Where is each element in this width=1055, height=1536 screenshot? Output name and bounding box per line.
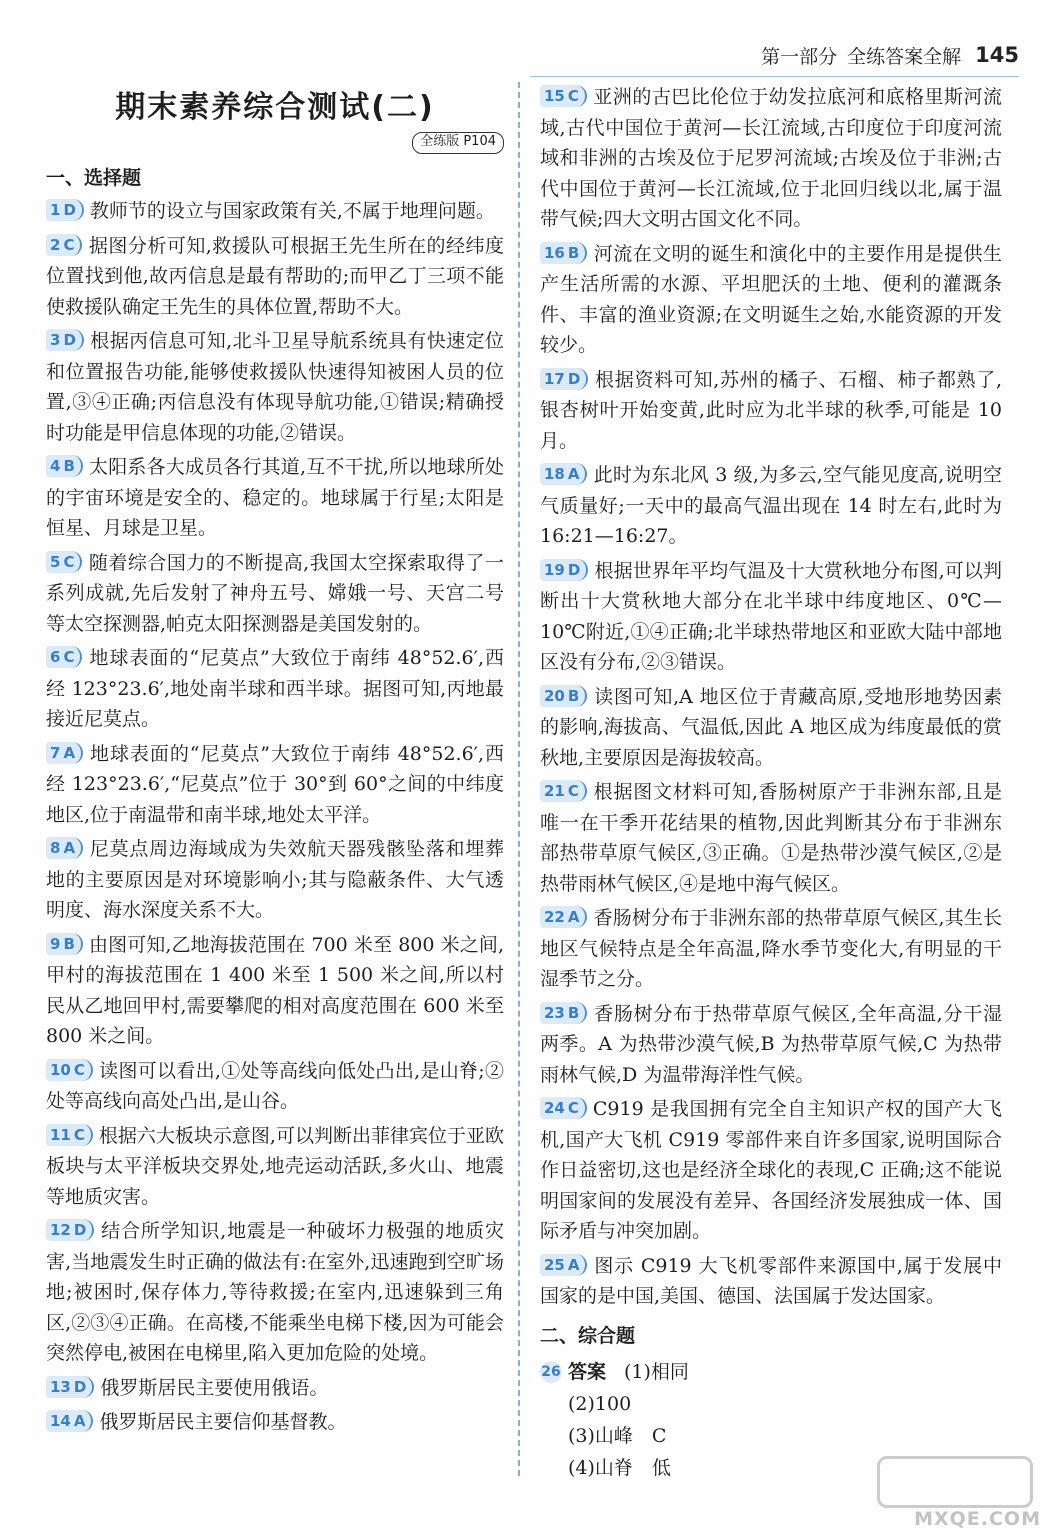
- question-item: [540, 777, 1002, 899]
- question-item: [46, 326, 504, 448]
- question-number: 20: [544, 686, 565, 705]
- answer-badge: [540, 559, 588, 581]
- answer-letter: B: [567, 686, 580, 705]
- explanation-text: 地球表面的“尼莫点”大致位于南纬 48°52.6′,西经 123°23.6′,“尼莫点”位于 30°到 60°之间的中纬度地区,位于南温带和南半球,地处太平洋。: [46, 742, 504, 826]
- answer-badge: [46, 742, 83, 764]
- answer-badge: [540, 463, 587, 485]
- question-item: [46, 834, 504, 926]
- explanation-text: 据图分析可知,救援队可根据王先生所在的经纬度位置找到他,故丙信息是最有帮助的;而甲乙丁三项不能使救援队确定王先生的具体位置,帮助不大。: [46, 234, 504, 318]
- question-number: 2: [50, 235, 61, 254]
- ref-tag-row: [46, 132, 504, 154]
- question-number: 4: [50, 457, 61, 475]
- question-number: 22: [544, 908, 565, 926]
- question-number: 6: [50, 648, 61, 666]
- question-item: [46, 739, 504, 831]
- question-list-left: [46, 196, 504, 1438]
- question-number: 7: [50, 743, 61, 762]
- explanation-text: 根据六大板块示意图,可以判断出菲律宾位于亚欧板块与太平洋板块交界处,地壳运动活跃,多火山、地震等地质灾害。: [46, 1124, 504, 1208]
- question-item: [540, 556, 1002, 678]
- explanation-text: 根据世界年平均气温及十大赏秋地分布图,可以判断出十大赏秋地大部分在北半球中纬度地区、0℃—10℃附近,①④正确;北半球热带地区和亚欧大陆中部地区没有分布,②③错误。: [540, 559, 1002, 673]
- explanation-text: 读图可以看出,①处等高线向低处凸出,是山脊;②处等高线向高处凸出,是山谷。: [46, 1059, 504, 1112]
- column-divider: [518, 82, 520, 1476]
- q26-label: 答案: [568, 1360, 607, 1383]
- explanation-text: 亚洲的古巴比伦位于幼发拉底河和底格里斯河流域,古代中国位于黄河—长江流域,古印度位于印度河流域和非洲的古埃及位于尼罗河流域;古埃及位于非洲;古代中国位于黄河—长江流域,位于北回归线以北,属于温带气候;四大文明古国文化不同。: [540, 86, 1002, 230]
- question-list-right: [540, 82, 1002, 1312]
- explanation-text: 此时为东北风 3 级,为多云,空气能见度高,说明空气质量好;一天中的最高气温出现在 14 时左右,此时为 16:21—16:27。: [540, 464, 1002, 547]
- question-number: 9: [50, 934, 61, 953]
- answer-badge: [540, 1002, 587, 1024]
- question-number: 10: [50, 1060, 71, 1079]
- answer-letter: B: [567, 1003, 580, 1022]
- question-item: [540, 365, 1002, 457]
- answer-letter: C: [73, 1060, 85, 1079]
- question-number: 21: [544, 782, 565, 800]
- answer-badge: [46, 1219, 94, 1241]
- question-number: 15: [544, 87, 565, 105]
- answer-letter: A: [567, 1255, 580, 1274]
- answer-letter: C: [63, 552, 75, 571]
- answer-badge: [540, 906, 587, 928]
- left-column: [46, 82, 504, 1442]
- ref-tag: 全练版 P104: [412, 132, 504, 154]
- question-item: [46, 196, 504, 227]
- question-number: 12: [50, 1221, 71, 1239]
- explanation-text: 读图可知,A 地区位于青藏高原,受地形地势因素的影响,海拔高、气温低,因此 A 地区成为纬度最低的赏秋地,主要原因是海拔较高。: [540, 685, 1002, 769]
- question-number: 8: [50, 839, 61, 857]
- answer-badge: [540, 85, 587, 107]
- question-item: [46, 1407, 504, 1438]
- question-number: 16: [544, 243, 565, 262]
- explanation-text: 太阳系各大成员各行其道,互不干扰,所以地球所处的宇宙环境是安全的、稳定的。地球属于行星;太阳是恒星、月球是卫星。: [46, 456, 504, 539]
- answer-badge: [540, 1097, 587, 1119]
- answer-badge: [46, 1410, 93, 1432]
- page-title: 期末素养综合测试(二): [115, 90, 435, 125]
- answer-badge: [540, 685, 587, 707]
- explanation-text: 根据丙信息可知,北斗卫星导航系统具有快速定位和位置报告功能,能够使救援队快速得知被困人员的位置,③④正确;丙信息没有体现导航功能,①错误;精确授时功能是甲信息体现的功能,②错误。: [46, 330, 504, 444]
- question-number: 3: [50, 331, 61, 349]
- question-item: [46, 452, 504, 544]
- explanation-text: 香肠树分布于非洲东部的热带草原气候区,其生长地区气候特点是全年高温,降水季节变化大,有明显的干湿季节之分。: [540, 907, 1002, 990]
- explanation-text: 结合所学知识,地震是一种破坏力极强的地质灾害,当地震发生时正确的做法有:在室外,迅速跑到空旷场地;被困时,保存体力,等待救援;在室内,迅速躲到三角区,②③④正确。在高楼,不能乘坐电梯下楼,因为可能会突然停电,被困在电梯里,陷入更加危险的处境。: [46, 1220, 504, 1364]
- header-rule: [530, 76, 1019, 77]
- question-number: 5: [50, 552, 61, 571]
- question-item: [46, 1056, 504, 1117]
- question-item: [46, 548, 504, 640]
- answer-badge: [46, 234, 82, 256]
- explanation-text: 河流在文明的诞生和演化中的主要作用是提供生产生活所需的水源、平坦肥沃的土地、便利的灌溉条件、丰富的渔业资源;在文明诞生之始,水能资源的开发较少。: [540, 242, 1002, 356]
- q26-header: [540, 1356, 1002, 1388]
- answer-badge: [46, 646, 82, 668]
- answer-badge: [540, 1254, 587, 1276]
- watermark-text: MXQE.COM: [914, 1508, 1041, 1530]
- explanation-text: C919 是我国拥有完全自主知识产权的国产大飞机,国产大飞机 C919 零部件来自许多国家,说明国际合作日益密切,这也是经济全球化的表现,C 正确;这不能说明国家间的发展没有差异、各国经济发展独成一体、国际矛盾与冲突加剧。: [540, 1098, 1002, 1242]
- q26-line: (3)山峰 C: [568, 1424, 667, 1447]
- question-number: 24: [544, 1099, 565, 1117]
- explanation-text: 图示 C919 大飞机零部件来源国中,属于发展中国家的是中国,美国、德国、法国属于发达国家。: [540, 1254, 1002, 1307]
- answer-letter: A: [567, 908, 580, 926]
- answer-badge: [46, 455, 83, 477]
- answer-letter: D: [63, 331, 76, 349]
- explanation-text: 教师节的设立与国家政策有关,不属于地理问题。: [89, 200, 495, 222]
- question-number: 14: [50, 1412, 71, 1430]
- q26-line: (1)相同: [624, 1360, 689, 1383]
- answer-badge: [46, 933, 83, 955]
- answer-letter: C: [63, 235, 75, 254]
- explanation-text: 俄罗斯居民主要使用俄语。: [100, 1376, 329, 1399]
- explanation-text: 尼莫点周边海域成为失效航天器残骸坠落和埋葬地的主要原因是对环境影响小;其与隐蔽条件、大气透明度、海水深度关系不大。: [46, 838, 504, 921]
- question-number: 1: [50, 201, 61, 219]
- answer-letter: C: [73, 1125, 85, 1144]
- question-item: [46, 1121, 504, 1213]
- answer-letter: D: [567, 560, 581, 579]
- answer-badge: [46, 1059, 93, 1081]
- page-header: [761, 38, 1019, 72]
- answer-letter: D: [567, 369, 581, 388]
- answer-letter: B: [63, 934, 75, 953]
- question-item: [46, 231, 504, 323]
- answer-letter: A: [567, 465, 580, 483]
- q26-answers: [540, 1356, 1002, 1484]
- answer-badge: [46, 1376, 94, 1398]
- answer-letter: D: [63, 201, 76, 219]
- question-number: 17: [544, 369, 565, 388]
- answer-letter: C: [567, 1099, 579, 1117]
- question-number: 19: [544, 560, 565, 579]
- question-item: [540, 682, 1002, 774]
- answer-badge: [46, 329, 84, 351]
- explanation-text: 随着综合国力的不断提高,我国太空探索取得了一系列成就,先后发射了神舟五号、嫦娥一号、天宫二号等太空探测器,帕克太阳探测器是美国发射的。: [46, 551, 504, 635]
- question-number: 25: [544, 1255, 565, 1274]
- explanation-text: 香肠树分布于热带草原气候区,全年高温,分干湿两季。A 为热带沙漠气候,B 为热带草原气候,C 为热带雨林气候,D 为温带海洋性气候。: [540, 1002, 1002, 1086]
- question-item: [540, 1251, 1002, 1312]
- question-item: [46, 930, 504, 1052]
- header-section: 全练答案全解: [847, 45, 962, 68]
- answer-letter: A: [63, 839, 76, 857]
- answer-badge: [46, 837, 83, 859]
- question-number: 23: [544, 1003, 565, 1022]
- page-number: 145: [975, 43, 1019, 67]
- explanation-text: 由图可知,乙地海拔范围在 700 米至 800 米之间,甲村的海拔范围在 1 400 米至 1 500 米之间,所以村民从乙地回甲村,需要攀爬的相对高度范围在 600 米至 800 米之间。: [46, 933, 504, 1047]
- answer-letter: C: [567, 782, 579, 800]
- answer-letter: B: [63, 457, 75, 475]
- explanation-text: 地球表面的“尼莫点”大致位于南纬 48°52.6′,西经 123°23.6′,地处南半球和西半球。据图可知,丙地最接近尼莫点。: [46, 647, 504, 730]
- explanation-text: 根据资料可知,苏州的橘子、石榴、柿子都熟了,银杏树叶开始变黄,此时应为北半球的秋季,可能是 10 月。: [540, 368, 1002, 452]
- q26-line: (2)100: [568, 1392, 632, 1415]
- answer-badge: [540, 242, 587, 264]
- answer-letter: D: [73, 1221, 87, 1239]
- answer-letter: A: [73, 1412, 86, 1430]
- answer-badge: [540, 780, 587, 802]
- question-item: [46, 1373, 504, 1404]
- question-item: [540, 239, 1002, 361]
- question-number: 11: [50, 1125, 71, 1144]
- section-title-choice: 一、选择题: [46, 167, 142, 189]
- right-column: [540, 82, 1002, 1484]
- question-item: [540, 460, 1002, 552]
- question-item: [540, 903, 1002, 995]
- question-item: [46, 1216, 504, 1369]
- answer-badge: [540, 368, 588, 390]
- answer-badge: [46, 1124, 93, 1146]
- question-item: [540, 1094, 1002, 1247]
- answer-letter: B: [567, 243, 580, 262]
- answer-letter: A: [63, 743, 76, 762]
- explanation-text: 俄罗斯居民主要信仰基督教。: [99, 1411, 347, 1433]
- question-item: [46, 643, 504, 735]
- q26-number: 26: [540, 1361, 562, 1383]
- question-number: 13: [50, 1377, 71, 1396]
- question-number: 18: [544, 465, 565, 483]
- explanation-text: 根据图文材料可知,香肠树原产于非洲东部,且是唯一在干季开花结果的植物,因此判断其分布于非洲东部热带草原气候区,③正确。①是热带沙漠气候区,②是热带雨林气候区,④是地中海气候区。: [540, 781, 1002, 895]
- answer-letter: C: [63, 648, 75, 666]
- q26-line: (4)山脊 低: [568, 1456, 671, 1479]
- answer-letter: C: [567, 87, 579, 105]
- question-item: [540, 82, 1002, 235]
- answer-letter: D: [73, 1377, 87, 1396]
- answer-badge: [46, 199, 84, 221]
- section-title-comprehensive: 二、综合题: [540, 1324, 636, 1347]
- header-part: 第一部分: [761, 45, 838, 68]
- question-item: [540, 999, 1002, 1091]
- answer-badge: [46, 551, 82, 573]
